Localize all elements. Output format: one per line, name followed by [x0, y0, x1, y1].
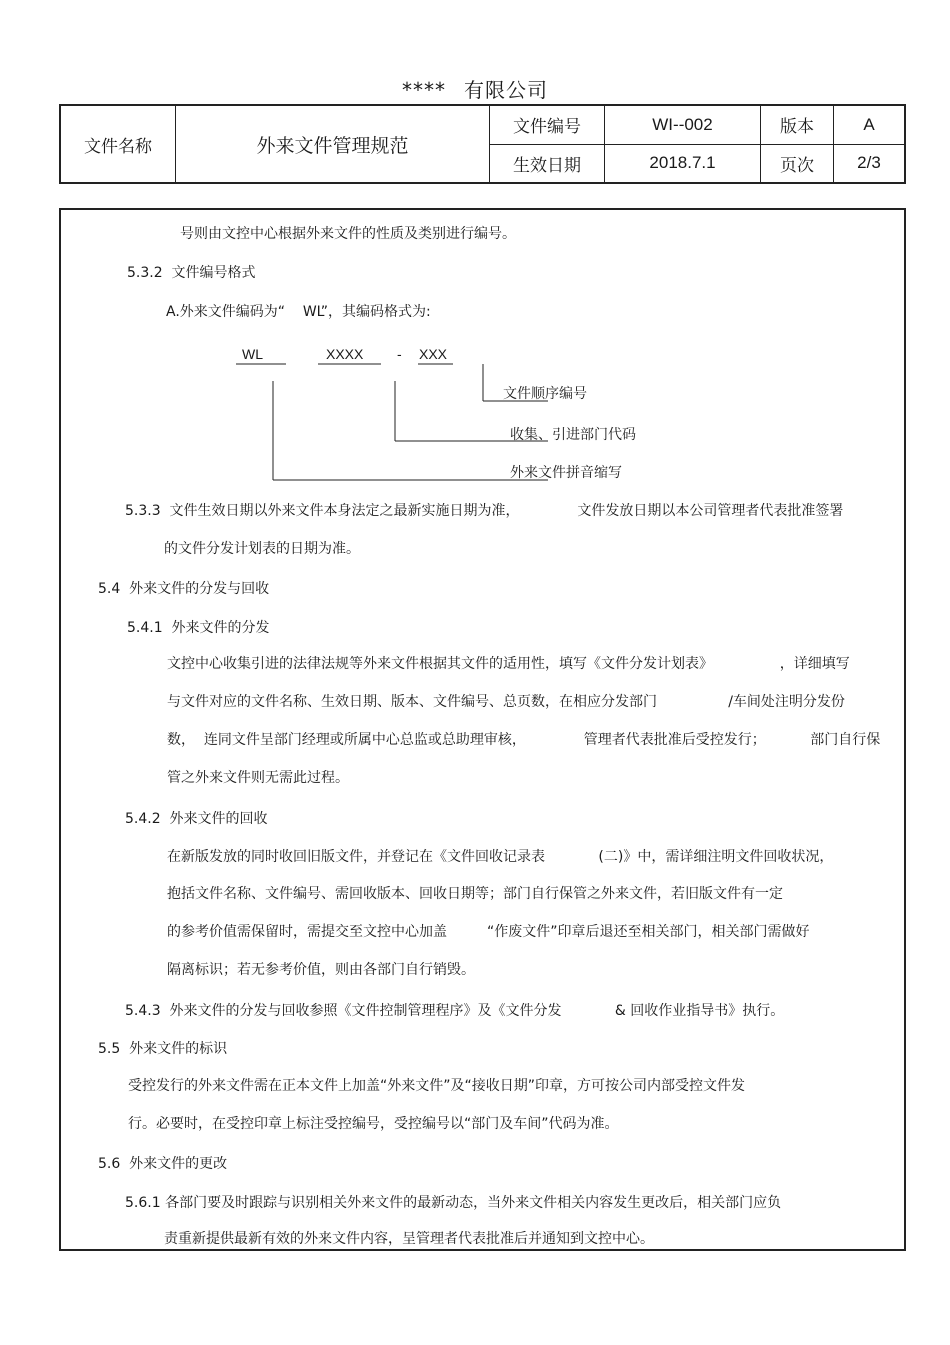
section-heading-5-3-2: 5.3.2 文件编号格式	[127, 265, 256, 281]
code-dash: -	[397, 346, 402, 362]
paragraph-line: 管之外来文件则无需此过程。	[167, 770, 349, 786]
section-heading-5-4-3: 5.4.3 外来文件的分发与回收参照《文件控制管理程序》及《文件分发 & 回收作业指导书》执行。	[125, 1003, 785, 1019]
paragraph-line: 的文件分发计划表的日期为准。	[164, 541, 360, 557]
version-value: A	[834, 105, 906, 144]
paragraph-line: A.外来文件编码为“ WL”，其编码格式为:	[166, 304, 431, 320]
code-label-department: 收集、引进部门代码	[510, 427, 636, 443]
company-stars: ****	[402, 78, 446, 102]
paragraph-line: 受控发行的外来文件需在正本文件上加盖“外来文件”及“接收日期”印章，方可按公司内部受控文件发	[128, 1078, 746, 1094]
paragraph-line: 在新版发放的同时收回旧版文件，并登记在《文件回收记录表 (二)》中，需详细注明文件回收状况，	[167, 849, 834, 865]
paragraph-line: 文控中心收集引进的法律法规等外来文件根据其文件的适用性，填写《文件分发计划表》 ，详细填写	[167, 656, 850, 672]
doc-name: 外来文件管理规范	[176, 105, 490, 183]
section-heading-5-6: 5.6 外来文件的更改	[98, 1156, 228, 1172]
doc-name-label: 文件名称	[60, 105, 176, 183]
doc-no: WI--002	[605, 105, 761, 144]
paragraph-line: 隔离标识；若无参考价值，则由各部门自行销毁。	[167, 962, 475, 978]
paragraph-line: 与文件对应的文件名称、生效日期、版本、文件编号、总页数，在相应分发部门 /车间处注明分发份	[167, 694, 845, 710]
code-segment-xxxx: XXXX	[326, 346, 364, 362]
section-heading-5-3-3: 5.3.3 文件生效日期以外来文件本身法定之最新实施日期为准， 文件发放日期以本公司管理者代表批准签署	[125, 503, 844, 519]
code-segment-xxx: XXX	[419, 346, 448, 362]
section-heading-5-4-2: 5.4.2 外来文件的回收	[125, 811, 268, 827]
doc-no-label: 文件编号	[490, 105, 605, 144]
effective-date: 2018.7.1	[605, 144, 761, 183]
page-label: 页次	[761, 144, 834, 183]
page-number: 2/3	[834, 144, 906, 183]
paragraph-line: 的参考价值需保留时，需提交至文控中心加盖 “作废文件”印章后退还至相关部门，相关部门需做好	[167, 924, 810, 940]
paragraph-line: 数， 连同文件呈部门经理或所属中心总监或总助理审核， 管理者代表批准后受控发行； 部门自行保	[167, 732, 881, 748]
paragraph-line: 责重新提供最新有效的外来文件内容，呈管理者代表批准后并通知到文控中心。	[164, 1231, 654, 1247]
section-heading-5-4: 5.4 外来文件的分发与回收	[98, 581, 270, 597]
company-name: 有限公司	[464, 78, 548, 102]
section-heading-5-5: 5.5 外来文件的标识	[98, 1041, 228, 1057]
effective-date-label: 生效日期	[490, 144, 605, 183]
code-label-sequence: 文件顺序编号	[503, 386, 587, 402]
paragraph-line: 号则由文控中心根据外来文件的性质及类别进行编号。	[180, 226, 516, 242]
paragraph-line: 行。必要时，在受控印章上标注受控编号，受控编号以“部门及车间”代码为准。	[128, 1116, 619, 1132]
code-label-pinyin: 外来文件拼音缩写	[510, 465, 622, 481]
code-segment-wl: WL	[242, 346, 263, 362]
version-label: 版本	[761, 105, 834, 144]
section-heading-5-4-1: 5.4.1 外来文件的分发	[127, 620, 270, 636]
paragraph-line: 5.6.1 各部门要及时跟踪与识别相关外来文件的最新动态，当外来文件相关内容发生更改后，相关部门应负	[125, 1195, 782, 1211]
paragraph-line: 抱括文件名称、文件编号、需回收版本、回收日期等；部门自行保管之外来文件，若旧版文件有一定	[167, 886, 783, 902]
